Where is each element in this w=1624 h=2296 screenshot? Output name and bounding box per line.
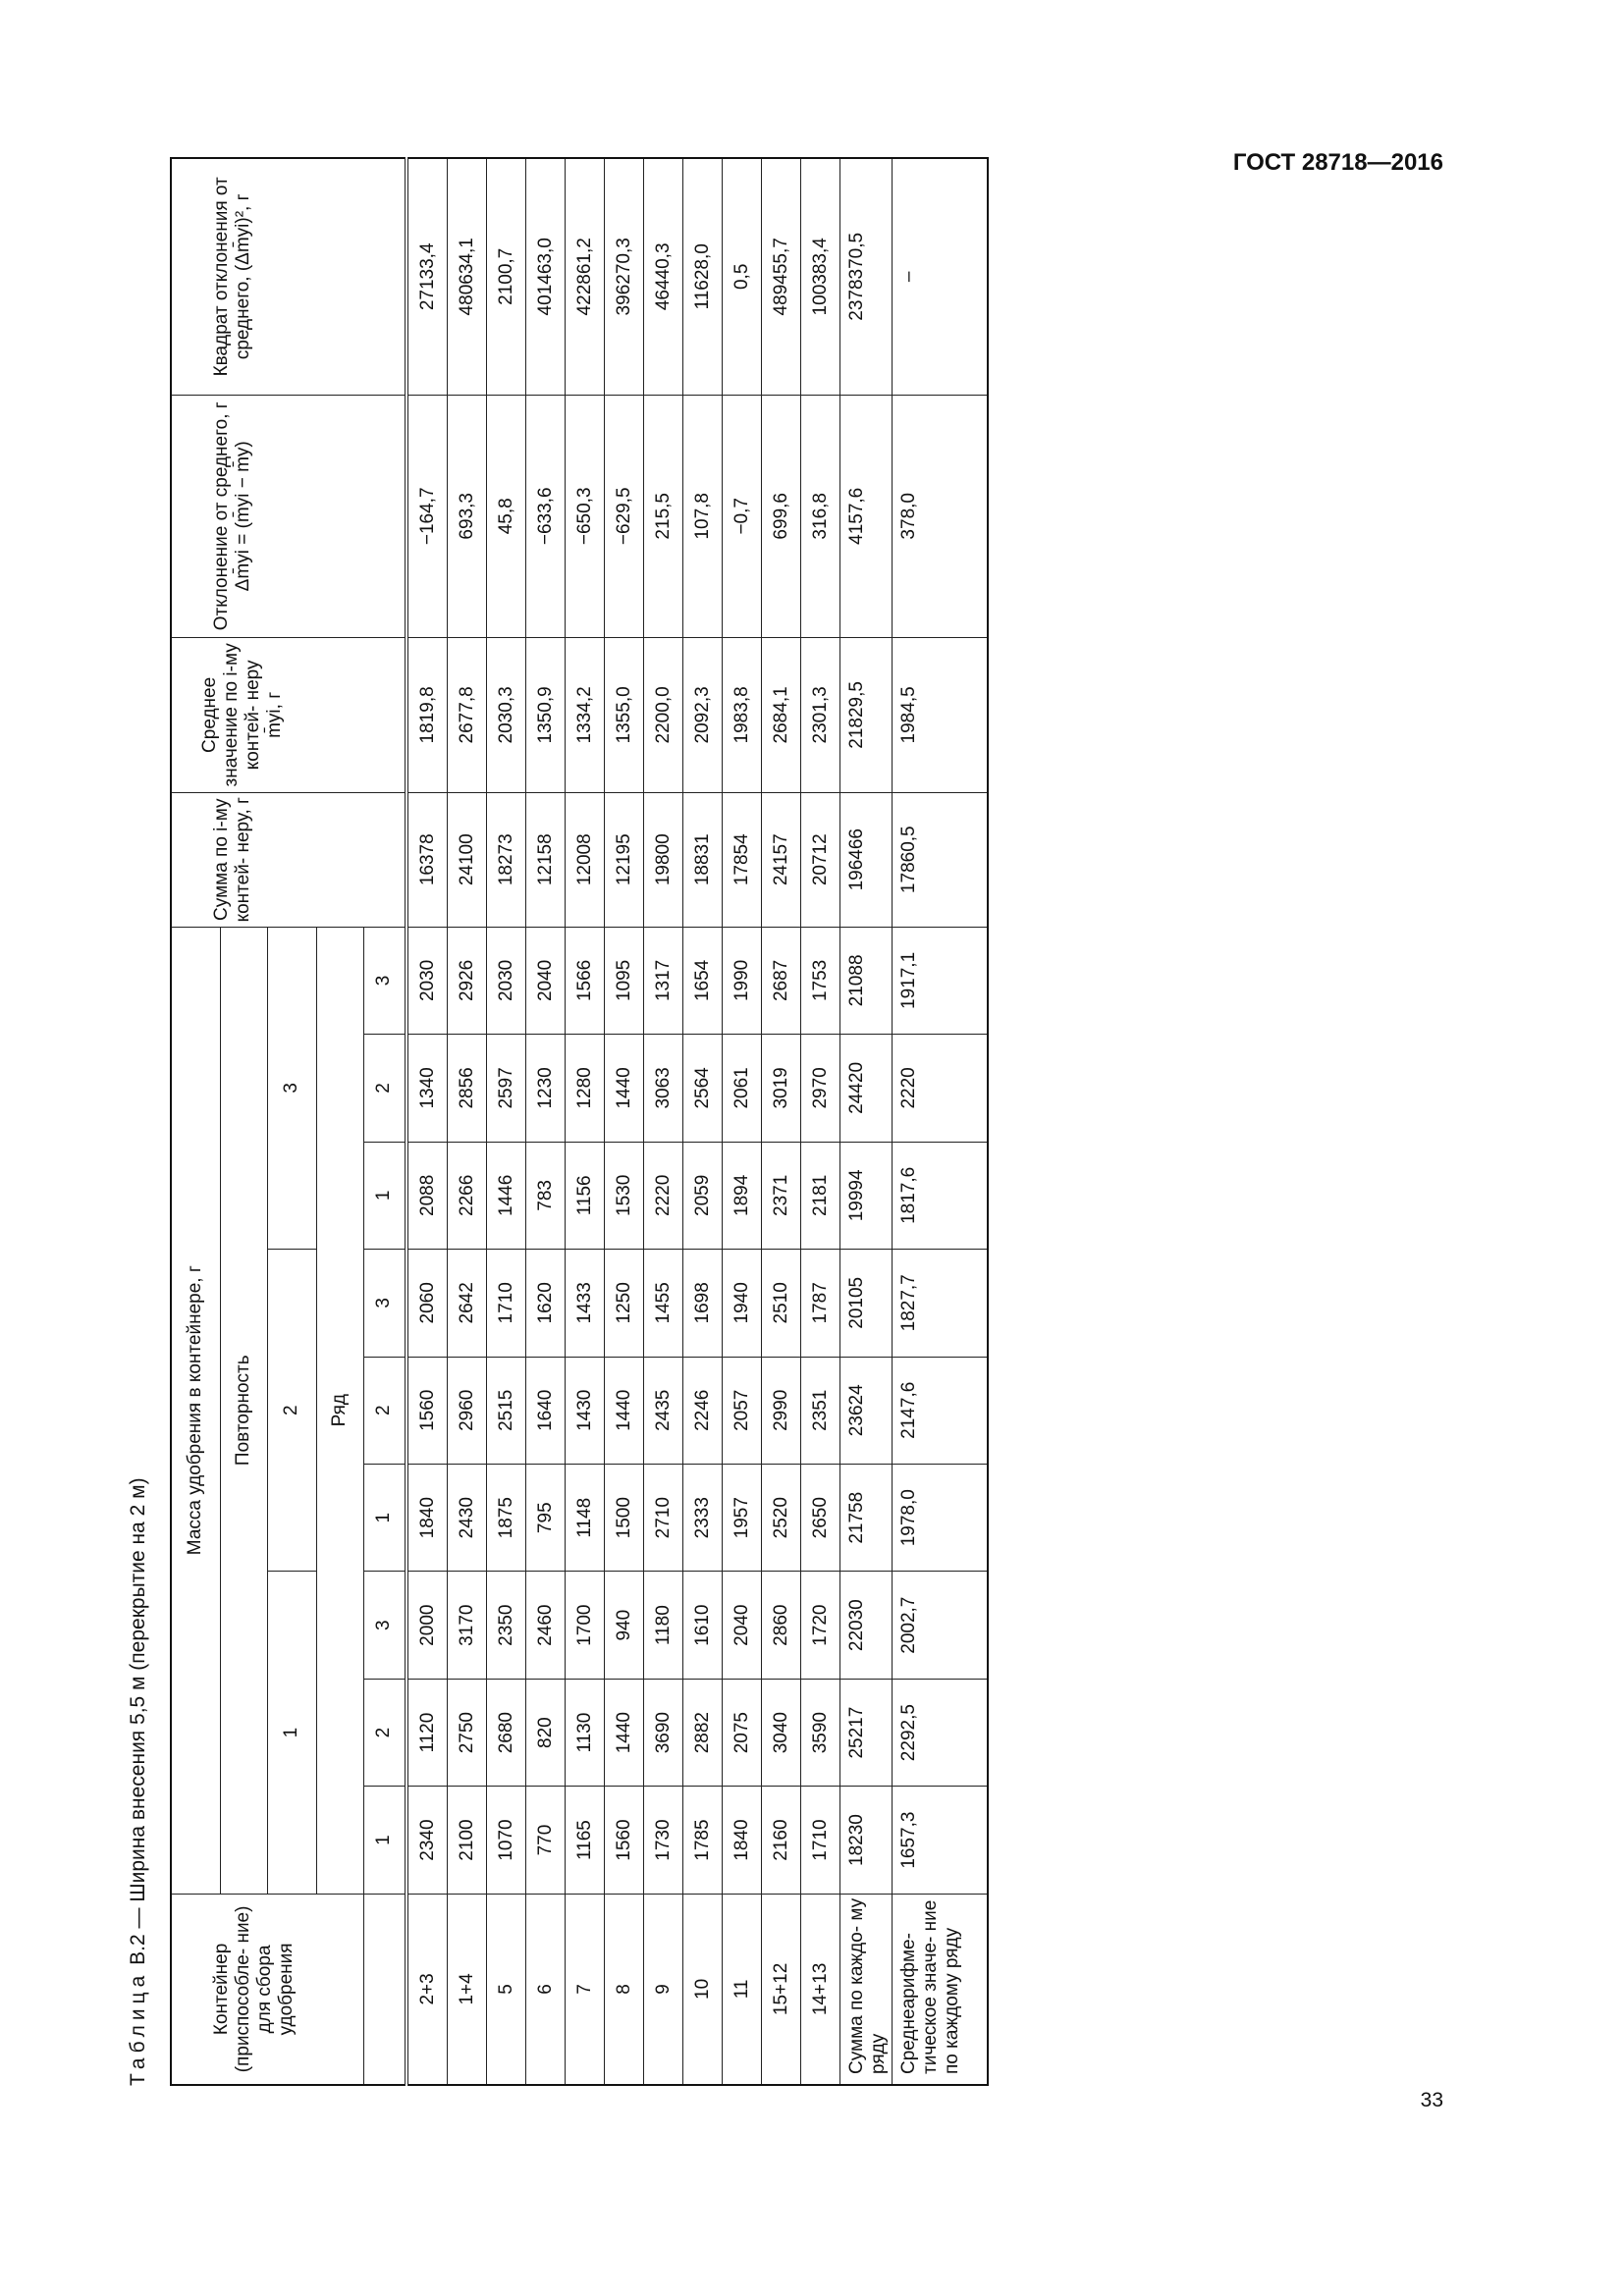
sum-cell: 12008 bbox=[566, 792, 605, 927]
mass-cell: 2340 bbox=[406, 1787, 448, 1894]
container-cell: 10 bbox=[683, 1894, 723, 2085]
deviation-cell: −164,7 bbox=[406, 395, 448, 637]
square-cell: 100383,4 bbox=[801, 158, 840, 395]
square-cell: 480634,1 bbox=[448, 158, 487, 395]
deviation-cell: 378,0 bbox=[893, 395, 989, 637]
table-row bbox=[723, 158, 762, 2085]
mass-cell: 22030 bbox=[840, 1572, 893, 1679]
mass-cell: 1978,0 bbox=[893, 1464, 989, 1571]
mass-cell: 2002,7 bbox=[893, 1572, 989, 1679]
mass-cell: 1317 bbox=[644, 927, 683, 1035]
rotated-table-block bbox=[118, 0, 1080, 2086]
mean-cell: 1819,8 bbox=[406, 637, 448, 792]
deviation-cell: 316,8 bbox=[801, 395, 840, 637]
mass-cell: 3063 bbox=[644, 1035, 683, 1142]
mass-cell: 1440 bbox=[605, 1679, 644, 1786]
mean-cell: 2684,1 bbox=[762, 637, 801, 792]
mass-cell: 1340 bbox=[406, 1035, 448, 1142]
mean-cell: 2200,0 bbox=[644, 637, 683, 792]
header-row-number: 1 bbox=[363, 1464, 406, 1571]
header-deviation: Отклонение от среднего, г Δm̄yi = (m̄yi − m̄y) bbox=[171, 395, 406, 637]
sum-cell: 196466 bbox=[840, 792, 893, 927]
mass-cell: 2088 bbox=[406, 1142, 448, 1249]
mass-cell: 1785 bbox=[683, 1787, 723, 1894]
mass-cell: 2642 bbox=[448, 1250, 487, 1357]
mass-cell: 1640 bbox=[526, 1357, 566, 1464]
mean-cell: 1334,2 bbox=[566, 637, 605, 792]
header-rep-3: 3 bbox=[267, 927, 316, 1249]
mass-cell: 1657,3 bbox=[893, 1787, 989, 1894]
mass-cell: 1940 bbox=[723, 1250, 762, 1357]
mass-cell: 19994 bbox=[840, 1142, 893, 1249]
sum-cell: 24100 bbox=[448, 792, 487, 927]
mass-cell: 2100 bbox=[448, 1787, 487, 1894]
mean-cell: 1355,0 bbox=[605, 637, 644, 792]
sum-cell: 19800 bbox=[644, 792, 683, 927]
mean-cell: 1983,8 bbox=[723, 637, 762, 792]
mass-cell: 1440 bbox=[605, 1357, 644, 1464]
deviation-cell: 45,8 bbox=[487, 395, 526, 637]
sum-cell: 16378 bbox=[406, 792, 448, 927]
average-row bbox=[893, 158, 989, 2085]
page-number: 33 bbox=[1420, 2089, 1443, 2111]
mass-cell: 1120 bbox=[406, 1679, 448, 1786]
mean-cell: 1984,5 bbox=[893, 637, 989, 792]
square-cell: – bbox=[893, 158, 989, 395]
mass-cell: 770 bbox=[526, 1787, 566, 1894]
mass-cell: 2510 bbox=[762, 1250, 801, 1357]
header-row-number: 1 bbox=[363, 1787, 406, 1894]
mass-cell: 1787 bbox=[801, 1250, 840, 1357]
mean-cell: 2301,3 bbox=[801, 637, 840, 792]
mass-cell: 2246 bbox=[683, 1357, 723, 1464]
mass-cell: 1560 bbox=[406, 1357, 448, 1464]
mass-cell: 1840 bbox=[723, 1787, 762, 1894]
deviation-cell: 693,3 bbox=[448, 395, 487, 637]
mass-cell: 2075 bbox=[723, 1679, 762, 1786]
table-row bbox=[605, 158, 644, 2085]
mass-cell: 2960 bbox=[448, 1357, 487, 1464]
header-square: Квадрат отклонения от среднего, (Δm̄yi)², г bbox=[171, 158, 406, 395]
table-row bbox=[566, 158, 605, 2085]
deviation-cell: 699,6 bbox=[762, 395, 801, 637]
header-row-number: 1 bbox=[363, 1142, 406, 1249]
header-row-number: 2 bbox=[363, 1679, 406, 1786]
mass-cell: 1710 bbox=[487, 1250, 526, 1357]
mass-cell: 2882 bbox=[683, 1679, 723, 1786]
deviation-cell: −633,6 bbox=[526, 395, 566, 637]
table-row bbox=[406, 158, 448, 2085]
mean-cell: 1350,9 bbox=[526, 637, 566, 792]
deviation-cell: −0,7 bbox=[723, 395, 762, 637]
mass-cell: 1560 bbox=[605, 1787, 644, 1894]
square-cell: 401463,0 bbox=[526, 158, 566, 395]
mass-cell: 2266 bbox=[448, 1142, 487, 1249]
mass-cell: 1875 bbox=[487, 1464, 526, 1571]
deviation-cell: 215,5 bbox=[644, 395, 683, 637]
mass-cell: 783 bbox=[526, 1142, 566, 1249]
header-replication: Повторность bbox=[220, 927, 267, 1894]
mass-cell: 1753 bbox=[801, 927, 840, 1035]
mean-cell: 2092,3 bbox=[683, 637, 723, 792]
square-cell: 489455,7 bbox=[762, 158, 801, 395]
caption-text: В.2 — Ширина внесения 5,5 м (перекрытие на 2 м) bbox=[127, 1477, 149, 1971]
mass-cell: 20105 bbox=[840, 1250, 893, 1357]
mass-cell: 1280 bbox=[566, 1035, 605, 1142]
mass-cell: 2430 bbox=[448, 1464, 487, 1571]
mass-cell: 2926 bbox=[448, 927, 487, 1035]
container-cell: 14+13 bbox=[801, 1894, 840, 2085]
mass-cell: 1500 bbox=[605, 1464, 644, 1571]
square-cell: 46440,3 bbox=[644, 158, 683, 395]
mean-cell: 21829,5 bbox=[840, 637, 893, 792]
mass-cell: 1698 bbox=[683, 1250, 723, 1357]
mass-cell: 1894 bbox=[723, 1142, 762, 1249]
mass-cell: 1917,1 bbox=[893, 927, 989, 1035]
mass-cell: 1455 bbox=[644, 1250, 683, 1357]
mass-cell: 1720 bbox=[801, 1572, 840, 1679]
container-cell: 1+4 bbox=[448, 1894, 487, 2085]
mass-cell: 2000 bbox=[406, 1572, 448, 1679]
header-row-label: Ряд bbox=[316, 927, 363, 1894]
mass-cell: 1430 bbox=[566, 1357, 605, 1464]
mean-cell: 2677,8 bbox=[448, 637, 487, 792]
fertilizer-mass-table bbox=[170, 157, 989, 2086]
mass-cell: 1840 bbox=[406, 1464, 448, 1571]
container-cell: 9 bbox=[644, 1894, 683, 2085]
sum-cell: 12195 bbox=[605, 792, 644, 927]
mass-cell: 2564 bbox=[683, 1035, 723, 1142]
mass-cell: 2860 bbox=[762, 1572, 801, 1679]
mass-cell: 2515 bbox=[487, 1357, 526, 1464]
mean-cell: 2030,3 bbox=[487, 637, 526, 792]
mass-cell: 1827,7 bbox=[893, 1250, 989, 1357]
mass-cell: 3590 bbox=[801, 1679, 840, 1786]
sum-cell: 18273 bbox=[487, 792, 526, 927]
mass-cell: 1156 bbox=[566, 1142, 605, 1249]
mass-cell: 1730 bbox=[644, 1787, 683, 1894]
header-rep-2: 2 bbox=[267, 1250, 316, 1572]
mass-cell: 1990 bbox=[723, 927, 762, 1035]
table-caption bbox=[118, 1477, 159, 2086]
header-mass: Масса удобрения в контейнере, г bbox=[171, 927, 220, 1894]
square-cell: 396270,3 bbox=[605, 158, 644, 395]
container-cell: 5 bbox=[487, 1894, 526, 2085]
square-cell: 2378370,5 bbox=[840, 158, 893, 395]
mass-cell: 21088 bbox=[840, 927, 893, 1035]
table-row bbox=[644, 158, 683, 2085]
table-row bbox=[526, 158, 566, 2085]
sum-cell: 17854 bbox=[723, 792, 762, 927]
mass-cell: 1433 bbox=[566, 1250, 605, 1357]
mass-cell: 1250 bbox=[605, 1250, 644, 1357]
container-cell: 7 bbox=[566, 1894, 605, 2085]
mass-cell: 3019 bbox=[762, 1035, 801, 1142]
header-container: Контейнер (приспособле- ние) для сбора удобрения bbox=[171, 1894, 363, 2085]
mass-cell: 2435 bbox=[644, 1357, 683, 1464]
mass-cell: 2750 bbox=[448, 1679, 487, 1786]
mass-cell: 23624 bbox=[840, 1357, 893, 1464]
container-cell: 2+3 bbox=[406, 1894, 448, 2085]
mass-cell: 1566 bbox=[566, 927, 605, 1035]
caption-label: Таблица bbox=[127, 1970, 149, 2086]
container-cell: 8 bbox=[605, 1894, 644, 2085]
mass-cell: 2030 bbox=[406, 927, 448, 1035]
mass-cell: 940 bbox=[605, 1572, 644, 1679]
header-rep-1: 1 bbox=[267, 1572, 316, 1894]
mass-cell: 2057 bbox=[723, 1357, 762, 1464]
mass-cell: 1148 bbox=[566, 1464, 605, 1571]
header-row-number: 3 bbox=[363, 1250, 406, 1357]
mass-cell: 1070 bbox=[487, 1787, 526, 1894]
mass-cell: 2650 bbox=[801, 1464, 840, 1571]
mass-cell: 2061 bbox=[723, 1035, 762, 1142]
average-row-label: Среднеарифме- тическое значе- ние по каждому ряду bbox=[893, 1894, 989, 2085]
mass-cell: 3690 bbox=[644, 1679, 683, 1786]
mass-cell: 24420 bbox=[840, 1035, 893, 1142]
mass-cell: 1530 bbox=[605, 1142, 644, 1249]
mass-cell: 2030 bbox=[487, 927, 526, 1035]
mass-cell: 2597 bbox=[487, 1035, 526, 1142]
container-cell: 6 bbox=[526, 1894, 566, 2085]
deviation-cell: 107,8 bbox=[683, 395, 723, 637]
mass-cell: 1446 bbox=[487, 1142, 526, 1249]
table-row bbox=[683, 158, 723, 2085]
mass-cell: 1440 bbox=[605, 1035, 644, 1142]
square-cell: 0,5 bbox=[723, 158, 762, 395]
table-row bbox=[801, 158, 840, 2085]
container-cell: 15+12 bbox=[762, 1894, 801, 2085]
square-cell: 11628,0 bbox=[683, 158, 723, 395]
sum-cell: 18831 bbox=[683, 792, 723, 927]
mass-cell: 21758 bbox=[840, 1464, 893, 1571]
header-row-number: 3 bbox=[363, 927, 406, 1035]
mass-cell: 820 bbox=[526, 1679, 566, 1786]
mass-cell: 2040 bbox=[526, 927, 566, 1035]
mass-cell: 1710 bbox=[801, 1787, 840, 1894]
sum-cell: 17860,5 bbox=[893, 792, 989, 927]
mass-cell: 2350 bbox=[487, 1572, 526, 1679]
mass-cell: 25217 bbox=[840, 1679, 893, 1786]
mass-cell: 1620 bbox=[526, 1250, 566, 1357]
deviation-cell: −650,3 bbox=[566, 395, 605, 637]
mass-cell: 1817,6 bbox=[893, 1142, 989, 1249]
mass-cell: 3040 bbox=[762, 1679, 801, 1786]
mass-cell: 2160 bbox=[762, 1787, 801, 1894]
mass-cell: 2292,5 bbox=[893, 1679, 989, 1786]
mass-cell: 2680 bbox=[487, 1679, 526, 1786]
sum-cell: 20712 bbox=[801, 792, 840, 927]
mass-cell: 18230 bbox=[840, 1787, 893, 1894]
header-row-number: 2 bbox=[363, 1035, 406, 1142]
mass-cell: 2990 bbox=[762, 1357, 801, 1464]
mass-cell: 2687 bbox=[762, 927, 801, 1035]
mass-cell: 2970 bbox=[801, 1035, 840, 1142]
mass-cell: 2147,6 bbox=[893, 1357, 989, 1464]
mass-cell: 2059 bbox=[683, 1142, 723, 1249]
mass-cell: 2333 bbox=[683, 1464, 723, 1571]
mass-cell: 1700 bbox=[566, 1572, 605, 1679]
header-row-number: 2 bbox=[363, 1357, 406, 1464]
square-cell: 2100,7 bbox=[487, 158, 526, 395]
mass-cell: 2460 bbox=[526, 1572, 566, 1679]
deviation-cell: −629,5 bbox=[605, 395, 644, 637]
mass-cell: 1957 bbox=[723, 1464, 762, 1571]
mass-cell: 1610 bbox=[683, 1572, 723, 1679]
sum-cell: 24157 bbox=[762, 792, 801, 927]
mass-cell: 2220 bbox=[644, 1142, 683, 1249]
mass-cell: 2060 bbox=[406, 1250, 448, 1357]
header-mean-i: Среднее значение по i-му контей- неру m̄yi, г bbox=[171, 637, 406, 792]
sum-cell: 12158 bbox=[526, 792, 566, 927]
mass-cell: 795 bbox=[526, 1464, 566, 1571]
table-body bbox=[406, 158, 988, 2085]
table-row bbox=[762, 158, 801, 2085]
mass-cell: 1180 bbox=[644, 1572, 683, 1679]
mass-cell: 1095 bbox=[605, 927, 644, 1035]
mass-cell: 2181 bbox=[801, 1142, 840, 1249]
mass-cell: 3170 bbox=[448, 1572, 487, 1679]
mass-cell: 2220 bbox=[893, 1035, 989, 1142]
sum-row bbox=[840, 158, 893, 2085]
mass-cell: 1654 bbox=[683, 927, 723, 1035]
square-cell: 422861,2 bbox=[566, 158, 605, 395]
square-cell: 27133,4 bbox=[406, 158, 448, 395]
mass-cell: 2040 bbox=[723, 1572, 762, 1679]
mass-cell: 1230 bbox=[526, 1035, 566, 1142]
sum-row-label: Сумма по каждо- му ряду bbox=[840, 1894, 893, 2085]
mass-cell: 2856 bbox=[448, 1035, 487, 1142]
mass-cell: 2710 bbox=[644, 1464, 683, 1571]
container-cell: 11 bbox=[723, 1894, 762, 2085]
header-sum-i: Сумма по i-му контей- неру, г bbox=[171, 792, 406, 927]
header-container-blank bbox=[363, 1894, 406, 2085]
mass-cell: 2520 bbox=[762, 1464, 801, 1571]
mass-cell: 2371 bbox=[762, 1142, 801, 1249]
header-row-number: 3 bbox=[363, 1572, 406, 1679]
table-row bbox=[448, 158, 487, 2085]
mass-cell: 1130 bbox=[566, 1679, 605, 1786]
deviation-cell: 4157,6 bbox=[840, 395, 893, 637]
mass-cell: 1165 bbox=[566, 1787, 605, 1894]
mass-cell: 2351 bbox=[801, 1357, 840, 1464]
document-code: ГОСТ 28718—2016 bbox=[1232, 149, 1443, 176]
table-row bbox=[487, 158, 526, 2085]
